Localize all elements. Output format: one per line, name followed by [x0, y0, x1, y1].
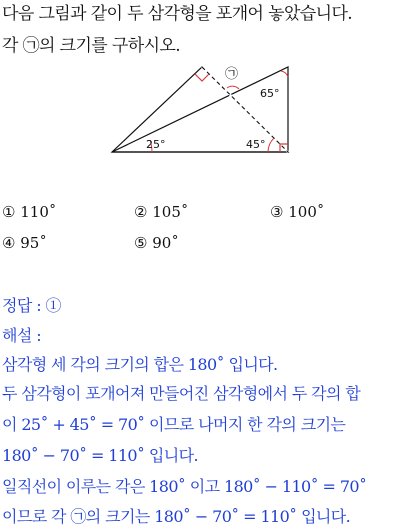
explain-line-3: 이 25˚ + 45˚ = 70˚ 이므로 나머지 한 각의 크기는 [2, 415, 346, 434]
option-2[interactable] [134, 203, 188, 221]
explain-line-5: 일직선이 이루는 각은 180˚ 이고 180˚ − 110˚ = 70˚ [2, 477, 367, 496]
explain-line-2: 두 삼각형이 포개어져 만들어진 삼각형에서 두 각의 합 [2, 384, 361, 403]
option-4-num: ④ [2, 234, 16, 252]
option-1-value: 110˚ [20, 203, 57, 221]
option-4-value: 95˚ [20, 234, 47, 252]
option-5-value: 90˚ [152, 234, 179, 252]
option-1[interactable] [2, 203, 56, 221]
option-5[interactable] [134, 234, 179, 252]
option-2-num: ② [134, 203, 148, 221]
question-line-1: 다음 그림과 같이 두 삼각형을 포개어 놓았습니다. [2, 4, 353, 24]
right-angle-mark-top [195, 74, 209, 81]
angle-65-label: 65° [260, 87, 280, 100]
option-2-value: 105˚ [152, 203, 189, 221]
explain-line-6: 이므로 각 ㉠의 크기는 180˚ − 70˚ = 110˚ 입니다. [2, 507, 351, 526]
option-3[interactable] [270, 203, 324, 221]
question-line-2: 각 ㉠의 크기를 구하시오. [2, 36, 181, 56]
angle-25-label: 25° [146, 138, 166, 151]
option-3-value: 100˚ [288, 203, 325, 221]
angle-45-label: 45° [246, 138, 266, 151]
answer-label: 정답 : ① [2, 296, 61, 315]
arc-45 [268, 138, 274, 152]
explain-label: 해설 : [2, 326, 41, 345]
explain-line-1: 삼각형 세 각의 크기의 합은 180˚ 입니다. [2, 355, 278, 374]
option-1-num: ① [2, 203, 16, 221]
option-4[interactable] [2, 234, 47, 252]
hidden-edge-dashed [202, 67, 288, 152]
explain-line-4: 180˚ − 70˚ = 110˚ 입니다. [2, 446, 198, 465]
arc-marker [227, 86, 239, 89]
arc-65 [281, 71, 288, 77]
option-3-num: ③ [270, 203, 284, 221]
triangle-figure [100, 62, 300, 162]
marker-label: ㉠ [225, 67, 239, 82]
option-5-num: ⑤ [134, 234, 148, 252]
